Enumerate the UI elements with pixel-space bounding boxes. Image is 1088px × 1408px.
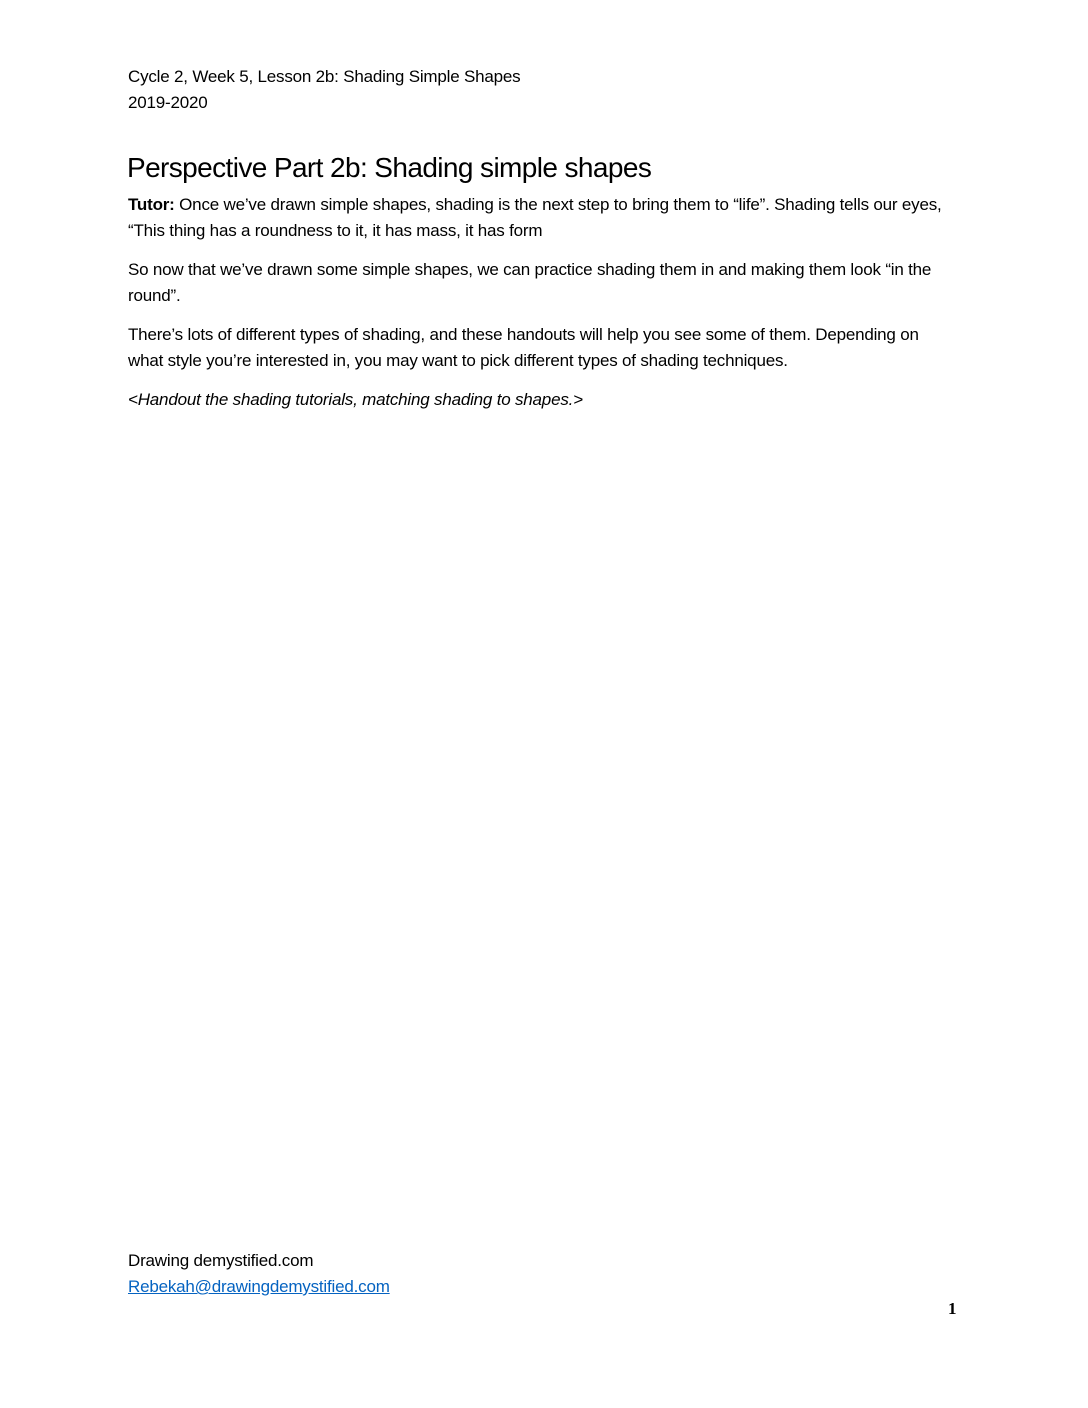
- paragraph-practice: So now that we’ve drawn some simple shapes, we can practice shading them in and making them look “in the round”.: [128, 260, 932, 305]
- handout-note: <Handout the shading tutorials, matching shading to shapes.>: [128, 390, 583, 409]
- header-lesson-line: Cycle 2, Week 5, Lesson 2b: Shading Simple Shapes: [128, 67, 521, 86]
- paragraph-tutor-text: Once we’ve drawn simple shapes, shading is the next step to bring them to “life”. Shading tells our eyes, “This thing has a roundness to it, it has mass, it has form: [128, 195, 942, 240]
- page-title: Perspective Part 2b: Shading simple shapes: [127, 152, 652, 183]
- paragraph-shading-types: There’s lots of different types of shading, and these handouts will help you see some of them. Depending on what style you’re interested in, you may want to pick different types of shading techniques.: [128, 325, 919, 370]
- body-content: [128, 192, 958, 426]
- footer-site: Drawing demystified.com: [128, 1251, 314, 1270]
- footer-email-link[interactable]: Rebekah@drawingdemystified.com: [128, 1277, 390, 1296]
- tutor-label: Tutor:: [128, 195, 175, 214]
- paragraph-tutor: [128, 192, 958, 244]
- header-year-line: 2019-2020: [128, 93, 208, 112]
- page-footer: [128, 1248, 390, 1300]
- page-header: [128, 64, 520, 116]
- page-number: 1: [948, 1299, 957, 1318]
